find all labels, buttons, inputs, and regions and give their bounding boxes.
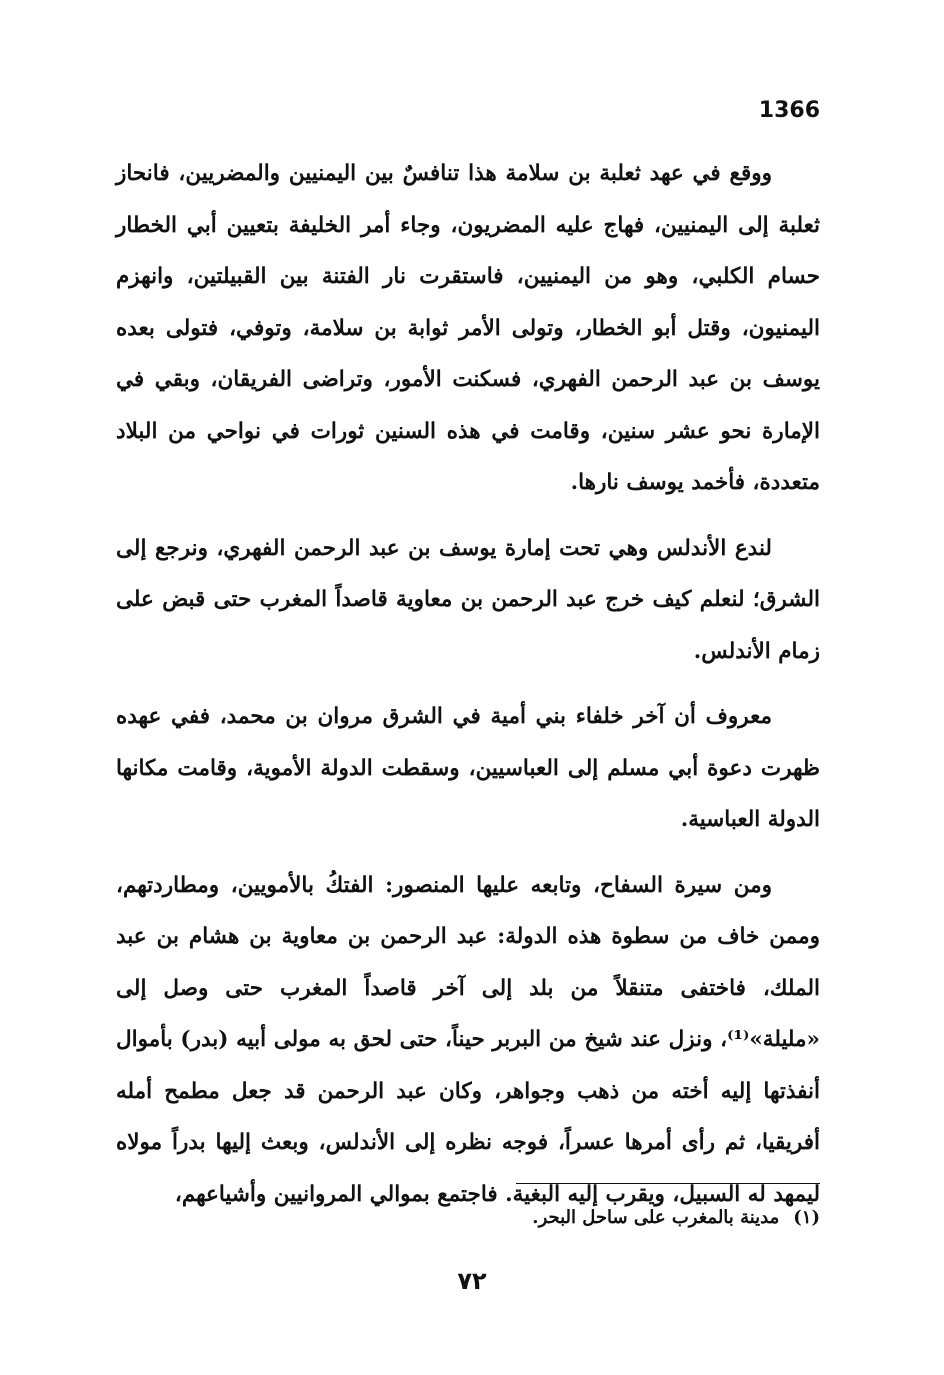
paragraph-4: ومن سيرة السفاح، وتابعه عليها المنصور: الفتكُ بالأمويين، ومطاردتهم، وممن خاف من سطوة هذه الدولة: عبد الرحمن بن معاوية بن هشام بن عبد الملك، فاختفى متنقلاً من بلد إلى آخر قاصداً المغرب حتى وصل إلى «مليلة»⁽¹⁾، ونزل عند شيخ من البربر حيناً، حتى لحق به مولى أبيه (بدر) بأموال أنفذتها إليه أخته من ذهب وجواهر، وكان عبد الرحمن قد جعل مطمح أمله أفريقيا، ثم رأى أمرها عسراً، فوجه نظره إلى الأندلس، وبعث إليها بدراً مولاه ليمهد له السبيل، ويقرب إليه البغية. فاجتمع بموالي المروانيين وأشياعهم، [116,872,820,1207]
paragraph-3: معروف أن آخر خلفاء بني أمية في الشرق مروان بن محمد، ففي عهده ظهرت دعوة أبي مسلم إلى العباسيين، وسقطت الدولة الأموية، وقامت مكانها الدولة العباسية. [116,704,820,832]
footnote [300,1200,820,1236]
footnote-separator [516,1183,820,1184]
page-id-label: 1366 [758,98,820,123]
footnote-marker: (١) [793,1207,820,1228]
paragraph-2: لندع الأندلس وهي تحت إمارة يوسف بن عبد الرحمن الفهري، ونرجع إلى الشرق؛ لنعلم كيف خرج عبد الرحمن بن معاوية قاصداً المغرب حتى قبض على زمام الأندلس. [116,535,820,664]
footnote-text: مدينة بالمغرب على ساحل البحر. [532,1207,780,1228]
page-number: ٧٢ [457,1267,487,1295]
main-text [116,148,820,1220]
paragraph-1: ووقع في عهد ثعلبة بن سلامة هذا تنافسٌ بين اليمنيين والمضريين، فانحاز ثعلبة إلى اليمنيين، فهاج عليه المضريون، وجاء أمر الخليفة بتعيين أبي الخطار حسام الكلبي، وهو من اليمنيين، فاستقرت نار الفتنة بين القبيلتين، وانهزم اليمنيون، وقتل أبو الخطار، وتولى الأمر ثوابة بن سلامة، وتوفي، فتولى بعده يوسف بن عبد الرحمن الفهري، فسكنت الأمور، وتراضى الفريقان، وبقي في الإمارة نحو عشر سنين، وقامت في هذه السنين ثورات في نواحي من البلاد متعددة، فأخمد يوسف نارها. [116,161,820,495]
